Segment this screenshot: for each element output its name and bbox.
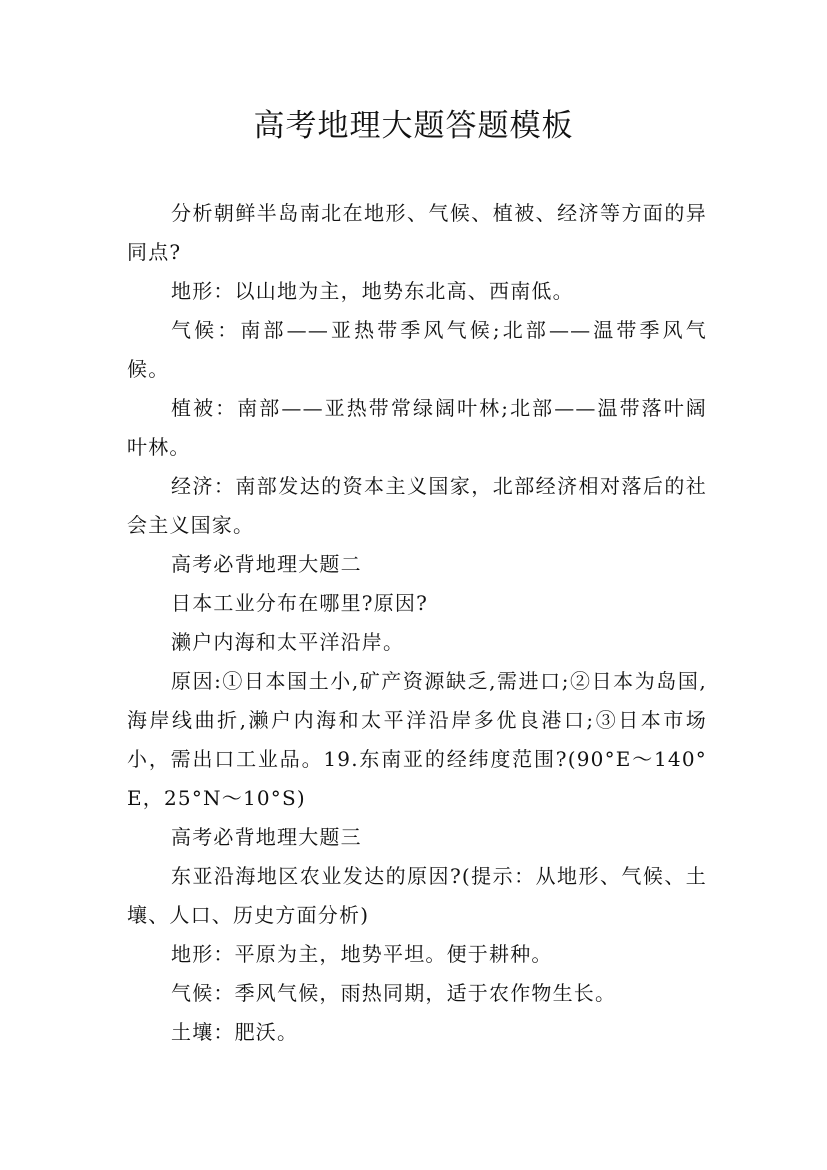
- paragraph-climate: 气候：南部——亚热带季风气候;北部——温带季风气候。: [127, 318, 707, 381]
- paragraph-climate-east-asia: 气候：季风气候，雨热同期，适于农作物生长。: [171, 981, 617, 1005]
- paragraph-reasons-japan: 原因:①日本国土小,矿产资源缺乏,需进口;②日本为岛国,海岸线曲折,濑户内海和太平洋沿岸多优良港口;③日本市场小，需出口工业品。19.东南亚的经纬度范围?(90°E～140°E，25°N～10°S): [127, 669, 707, 810]
- document-title: 高考地理大题答题模板: [253, 108, 574, 144]
- paragraph-soil-east-asia: 土壤：肥沃。: [171, 1020, 299, 1044]
- paragraph-terrain: 地形：以山地为主，地势东北高、西南低。: [171, 279, 574, 303]
- paragraph-terrain-east-asia: 地形：平原为主，地势平坦。便于耕种。: [171, 942, 553, 966]
- paragraph-economy: 经济：南部发达的资本主义国家，北部经济相对落后的社会主义国家。: [127, 474, 707, 537]
- section-heading-three: 高考必背地理大题三: [171, 825, 362, 849]
- document-body: [127, 194, 707, 1052]
- paragraph-question-east-asia: 东亚沿海地区农业发达的原因?(提示：从地形、气候、土壤、人口、历史方面分析): [127, 864, 707, 927]
- paragraph-question-korea: 分析朝鲜半岛南北在地形、气候、植被、经济等方面的异同点?: [127, 201, 707, 264]
- paragraph-question-japan: 日本工业分布在哪里?原因?: [171, 591, 429, 615]
- paragraph-answer-japan: 濑户内海和太平洋沿岸。: [171, 630, 405, 654]
- section-heading-two: 高考必背地理大题二: [171, 552, 362, 576]
- paragraph-vegetation: 植被：南部——亚热带常绿阔叶林;北部——温带落叶阔叶林。: [127, 396, 707, 459]
